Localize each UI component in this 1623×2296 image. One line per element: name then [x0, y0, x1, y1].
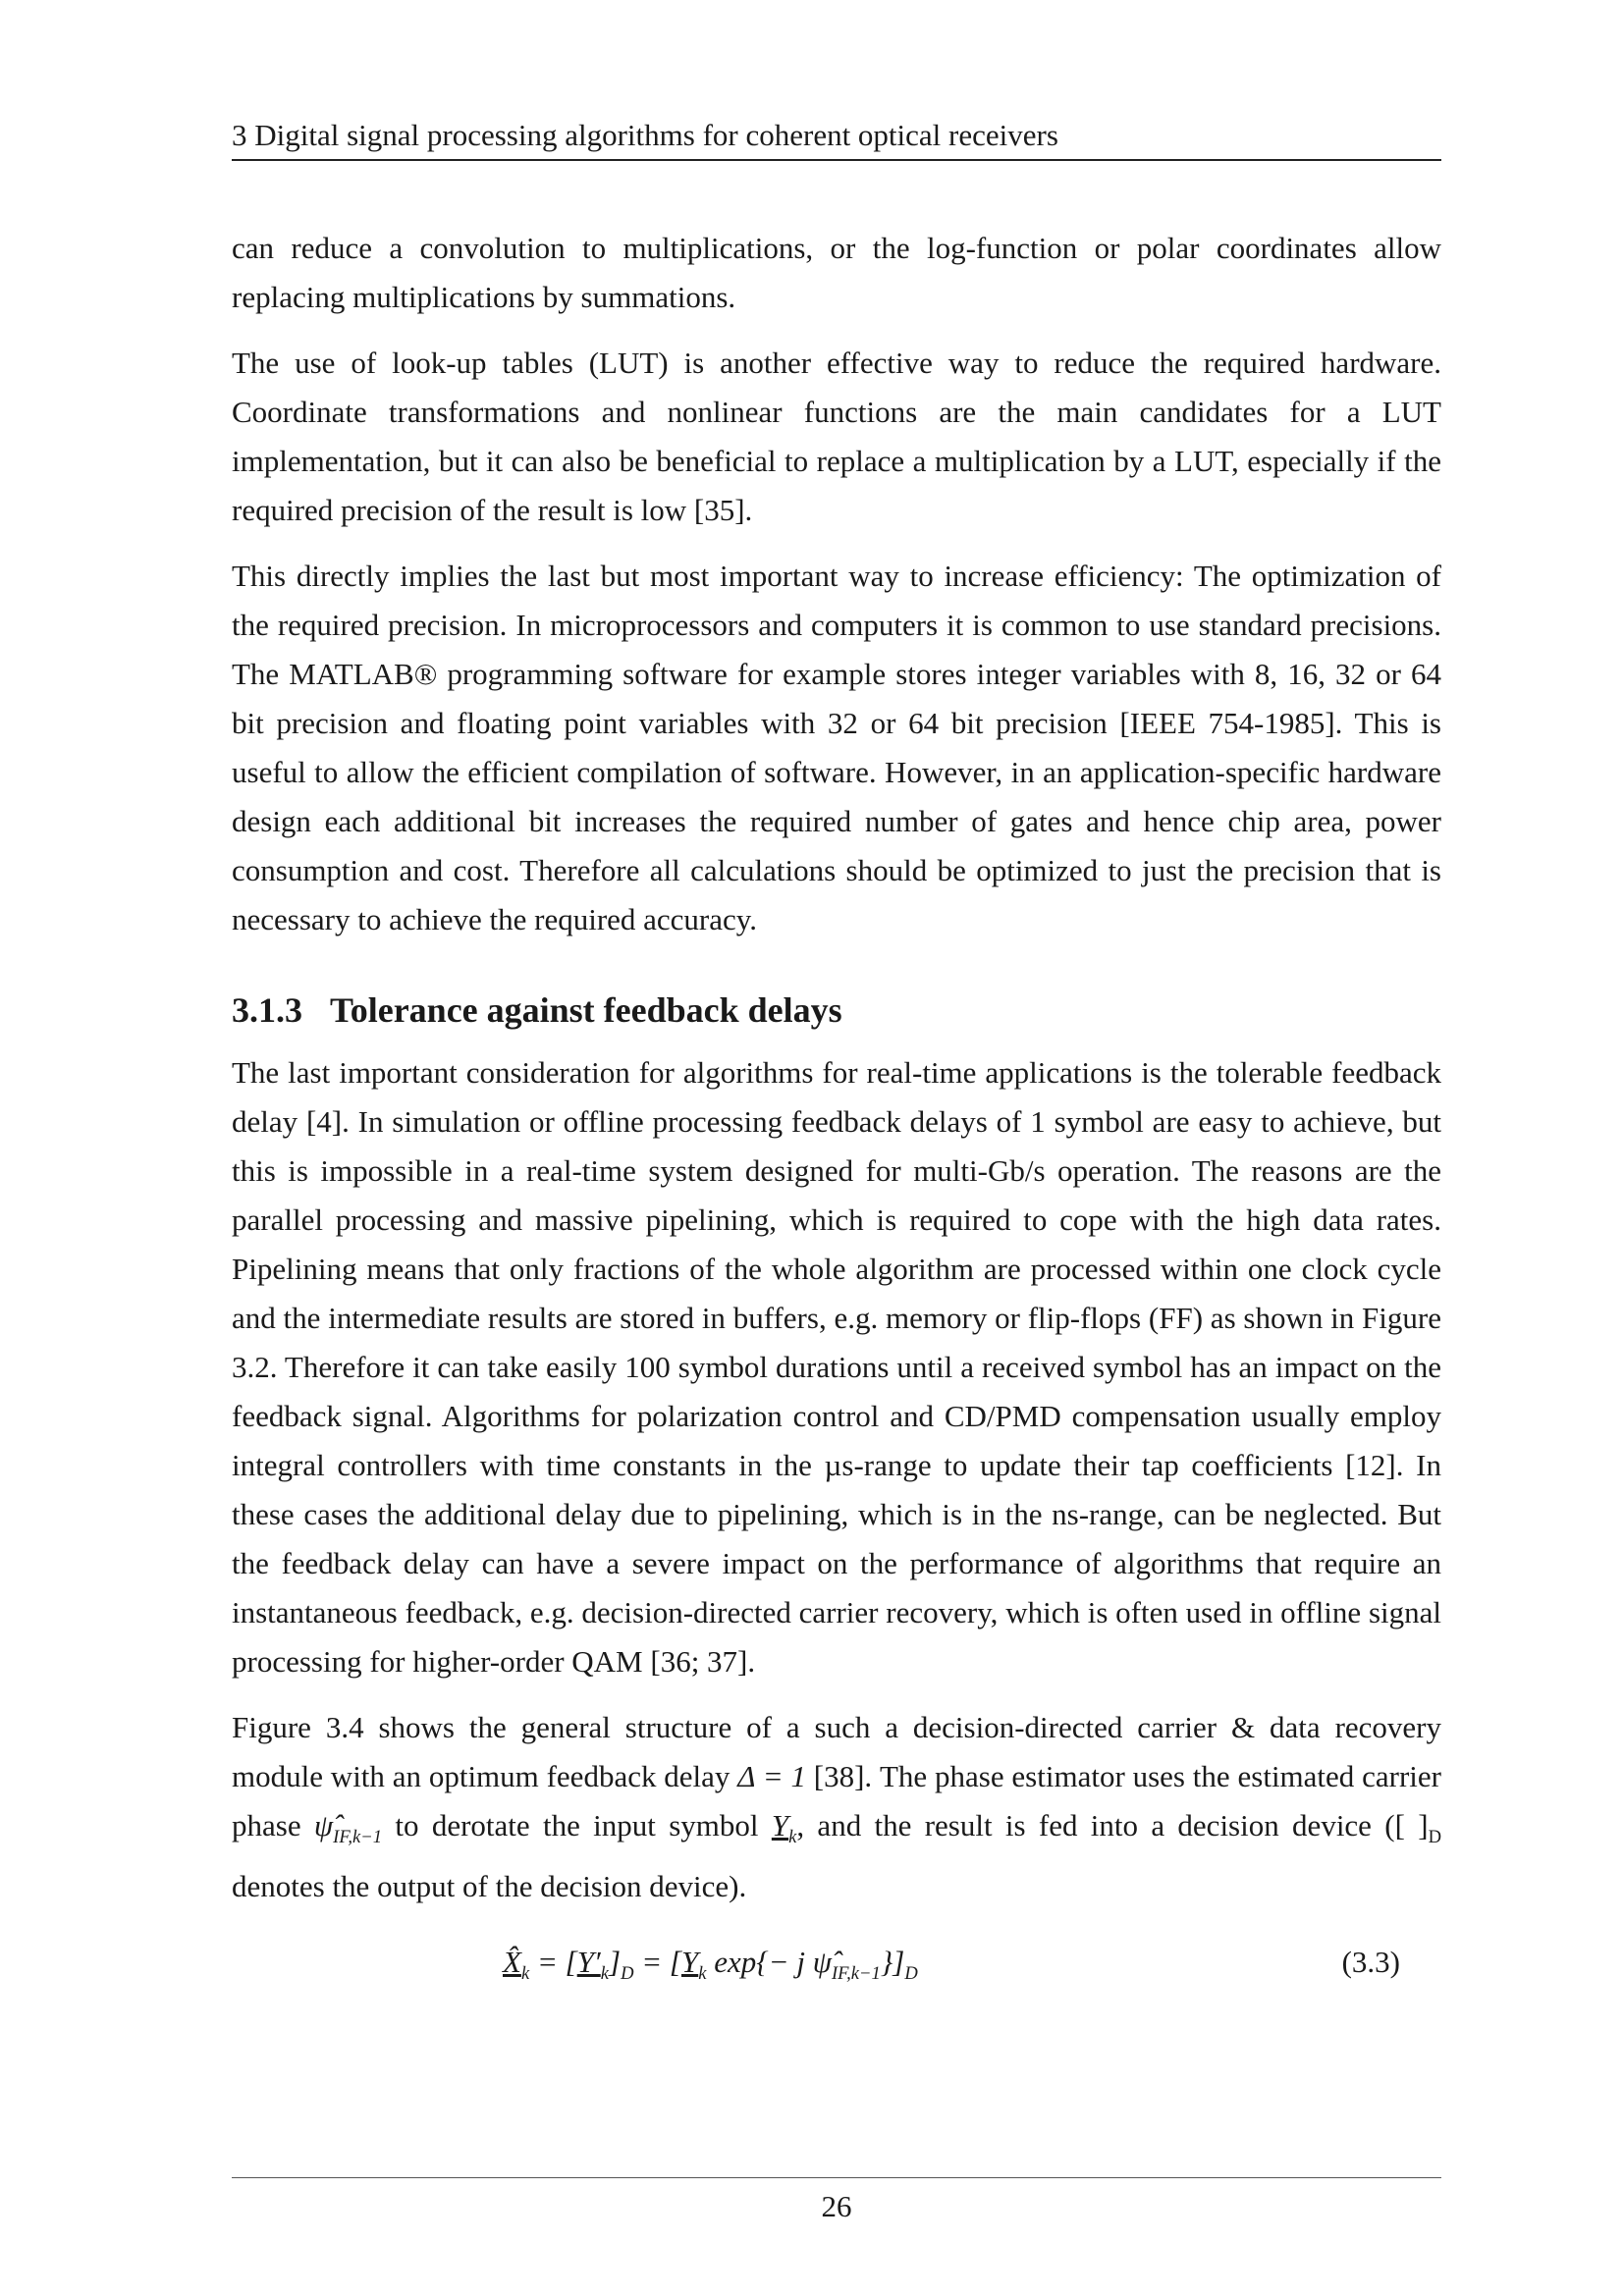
eq-text: = [ [529, 1945, 577, 1980]
math-phase-symbol: ψ̂ [313, 1808, 334, 1842]
text-run: denotes the output of the decision device). [232, 1869, 747, 1904]
paragraph: The last important consideration for algorithms for real-time applications is the tolerable feedback delay [4]. In simulation or offline processing feedback delays of 1 symbol are easy to achieve, but this is impossible in a real-time system designed for multi-Gb/s operation. The reasons are the parallel processing and massive pipelining, which is required to cope with the high data rates. Pipelining means that only fractions of the whole algorithm are processed within one clock cycle and the intermediate results are stored in buffers, e.g. memory or flip-flops (FF) as shown in Figure 3.2. Therefore it can take easily 100 symbol durations until a received symbol has an impact on the feedback signal. Algorithms for polarization control and CD/PMD compensation usually employ integral controllers with time constants in the µs-range to update their tap coefficients [12]. In these cases the additional delay due to pipelining, which is in the ns-range, can be neglected. But the feedback delay can have a severe impact on the performance of algorithms that require an instantaneous feedback, e.g. decision-directed carrier recovery, which is often used in offline signal processing for higher-order QAM [36; 37]. [232, 1055, 1441, 1679]
section-heading [232, 986, 1441, 1035]
paragraph [232, 1703, 1441, 1911]
math-phase [313, 1808, 383, 1848]
math-symbol-subscript: k [788, 1827, 797, 1848]
eq-rhs-var: Y [680, 1945, 699, 1980]
section-number: 3.1.3 [232, 990, 302, 1030]
eq-mid-sub: k [600, 1963, 609, 1985]
eq-rhs-sub: k [698, 1963, 707, 1985]
eq-rhs-exp-sub: IF,k−1 [831, 1963, 881, 1985]
math-symbol [771, 1808, 797, 1848]
equation [232, 1928, 1441, 1997]
eq-mid-var: Y′ [576, 1945, 601, 1980]
paragraph: This directly implies the last but most important way to increase efficiency: The optimization of the required precision. In microprocessors and computers it is common to use standard precisions. The MATLAB® programming software for example stores integer variables with 8, 16, 32 or 64 bit precision and floating point variables with 32 or 64 bit precision [IEEE 754-1985]. This is useful to allow the efficient compilation of software. However, in an application-specific hardware design each additional bit increases the required number of gates and hence chip area, power consumption and cost. Therefore all calculations should be optimized to just the precision that is necessary to achieve the required accuracy. [232, 559, 1441, 936]
page-number: 26 [821, 2189, 852, 2223]
math-phase-subscript: IF,k−1 [333, 1827, 383, 1848]
eq-mid-d: D [621, 1963, 634, 1985]
running-header [232, 116, 1441, 161]
eq-text: }] [880, 1945, 905, 1980]
decision-subscript: D [1428, 1827, 1441, 1848]
page-body [232, 224, 1441, 1997]
text-run: to derotate the input symbol [382, 1808, 772, 1842]
eq-text: = [ [633, 1945, 681, 1980]
running-title: 3 Digital signal processing algorithms for coherent optical receivers [232, 118, 1058, 152]
footer-rule [232, 2177, 1441, 2178]
math-symbol-var: Y [771, 1808, 789, 1842]
equation-body [503, 1928, 918, 2008]
section-title: Tolerance against feedback delays [330, 990, 842, 1030]
text-run: , and the result is fed into a decision device ([ ] [796, 1808, 1429, 1842]
equation-number: (3.3) [1341, 1945, 1400, 1980]
eq-lhs: X̂ [503, 1945, 521, 1980]
eq-rhs-d: D [904, 1963, 918, 1985]
paragraph: The use of look-up tables (LUT) is another effective way to reduce the required hardware. Coordinate transformations and nonlinear functions are the main candidates for a LUT implementation, but it can also be beneficial to replace a multiplication by a LUT, especially if the required precision of the result is low [35]. [232, 346, 1441, 527]
eq-lhs-sub: k [520, 1963, 530, 1985]
text-run: Figure 3.4 shows the general structure of a such a decision-directed carrier & data recovery module with an optimum feedback delay [232, 1710, 1441, 1793]
eq-rhs-exp: exp{− j ψ̂ [706, 1945, 832, 1980]
paragraph: can reduce a convolution to multiplications, or the log-function or polar coordinates allow replacing multiplications by summations. [232, 231, 1441, 314]
eq-text: ] [608, 1945, 622, 1980]
math-delta: Δ = 1 [737, 1759, 806, 1793]
text-run: [38]. The phase estimator uses the estimated carrier phase [232, 1759, 1441, 1842]
